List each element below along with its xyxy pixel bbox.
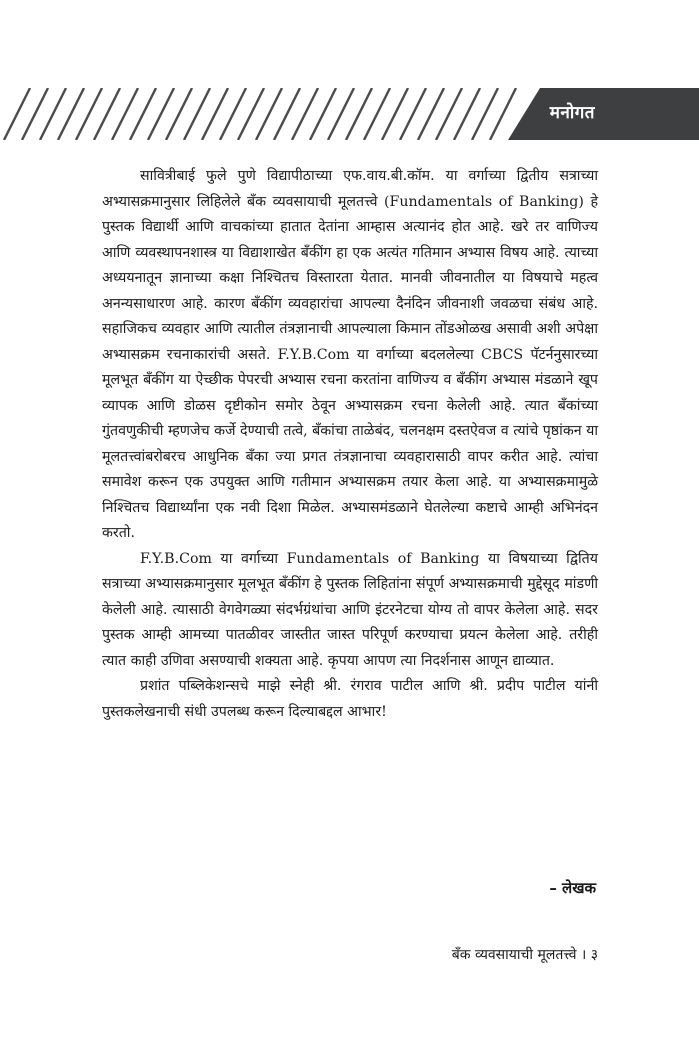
footer-book-title: बँक व्यवसायाची मूलतत्त्वे [451,947,577,963]
diagonal-stripes [4,88,516,140]
paragraph-1: सावित्रीबाई फुले पुणे विद्यापीठाच्या एफ.वाय.बी.कॉम. या वर्गाच्या द्वितीय सत्राच्या अभ्यासक्रमानुसार लिहिलेले बँक व्यवसायाची मूलतत्त्वे (Fundamentals of Banking) हे पुस्तक विद्यार्थी आणि वाचकांच्या हातात देतांना आम्हास अत्यानंद होत आहे. खरे तर वाणिज्य आणि व्यवस्थापनशास्त्र या विद्याशाखेत बँकींग हा एक अत्यंत गतिमान अभ्यास विषय आहे. त्याच्या अध्ययनातून ज्ञानाच्या कक्षा निश्चितच विस्तारता येतात. मानवी जीवनातील या विषयाचे महत्व अनन्यसाधारण आहे. कारण बँकींग व्यवहारांचा आपल्या दैनंदिन जीवनाशी जवळचा संबंध आहे. सहाजिकच व्यवहार आणि त्यातील तंत्रज्ञानाची आपल्याला किमान तोंडओळख असावी अशी अपेक्षा अभ्यासक्रम रचनाकारांची असते. F.Y.B.Com या वर्गाच्या बदललेल्या CBCS पॅटर्ननुसारच्या मूलभूत बँकींग या ऐच्छीक पेपरची अभ्यास रचना करतांना वाणिज्य व बँकींग अभ्यास मंडळाने खूप व्यापक आणि डोळस दृष्टीकोन समोर ठेवून अभ्यासक्रम रचना केलेली आहे. त्यात बँकांच्या गुंतवणुकीची म्हणजेच कर्जे देण्याची तत्वे, बँकांचा ताळेबंद, चलनक्षम दस्तऐवज व त्यांचे पृष्ठांकन या मूलतत्त्वांबरोबरच आधुनिक बँका ज्या प्रगत तंत्रज्ञानाचा व्यवहारासाठी वापर करीत आहे. त्यांचा समावेश करून एक उपयुक्त आणि गतीमान अभ्यासक्रम तयार केला आहे. या अभ्यासक्रमामुळे निश्चितच विद्यार्थ्यांना एक नवी दिशा मिळेल. अभ्यासमंडळाने घेतलेल्या कष्टाचे आम्ही अभिनंदन करतो. [102,168,599,541]
paragraph-3: प्रशांत पब्लिकेशन्सचे माझे स्नेही श्री. रंगराव पाटील आणि श्री. प्रदीप पाटील यांनी पुस्तकलेखनाची संधी उपलब्ध करून दिल्याबद्दल आभार! [102,678,598,720]
page-footer [452,945,598,964]
footer-separator: । [580,947,587,963]
chapter-title: मनोगत [549,103,595,123]
preface-body [102,164,598,725]
page-number: ३ [590,947,598,963]
header-title-tab [508,88,699,140]
author-signature: – लेखक [549,879,596,897]
paragraph-2: F.Y.B.Com या वर्गाच्या Fundamentals of Banking या विषयाच्या द्वितिय सत्राच्या अभ्यासक्रमानुसार मूलभूत बँकींग हे पुस्तक लिहितांना संपूर्ण अभ्यासक्रमाची मुद्देसूद मांडणी केलेली आहे. त्यासाठी वेगवेगळ्या संदर्भग्रंथांचा आणि इंटरनेटचा योग्य तो वापर केलेला आहे. सदर पुस्तक आम्ही आमच्या पातळीवर जास्तीत जास्त परिपूर्ण करण्याचा प्रयत्न केलेला आहे. तरीही त्यात काही उणिवा असण्याची शक्यता आहे. कृपया आपण त्या निदर्शनास आणून द्याव्यात. [102,550,598,669]
